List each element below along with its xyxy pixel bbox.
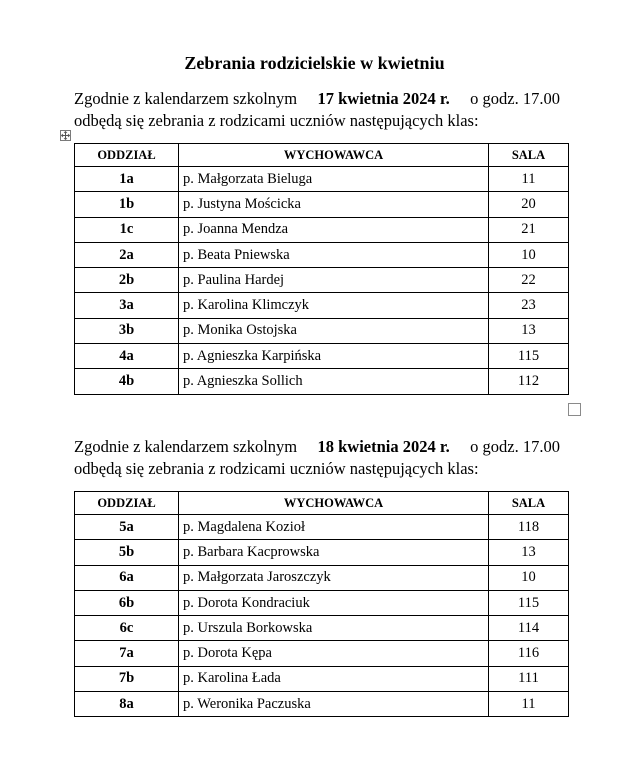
cell-wychowawca: p. Karolina Klimczyk (179, 293, 489, 318)
cell-wychowawca: p. Urszula Borkowska (179, 616, 489, 641)
table-row (75, 293, 569, 318)
cell-oddzial: 8a (75, 692, 179, 717)
table-header-row (75, 144, 569, 167)
cell-oddzial: 2b (75, 268, 179, 293)
table-row (75, 692, 569, 717)
header-wychowawca: WYCHOWAWCA (179, 492, 489, 515)
cell-wychowawca: p. Magdalena Kozioł (179, 515, 489, 540)
cell-oddzial: 6a (75, 565, 179, 590)
cell-wychowawca: p. Dorota Kondraciuk (179, 590, 489, 615)
cell-oddzial: 1a (75, 167, 179, 192)
classes-table-2 (74, 491, 569, 717)
section-intro-2 (74, 436, 560, 480)
header-wychowawca: WYCHOWAWCA (179, 144, 489, 167)
cell-sala: 11 (489, 692, 569, 717)
table-row (75, 540, 569, 565)
table-header-row (75, 492, 569, 515)
table-row (75, 641, 569, 666)
intro-line-1 (74, 88, 560, 110)
table-row (75, 616, 569, 641)
cell-sala: 115 (489, 590, 569, 615)
cell-sala: 115 (489, 344, 569, 369)
cell-oddzial: 4a (75, 344, 179, 369)
table-row (75, 268, 569, 293)
cell-sala: 13 (489, 540, 569, 565)
cell-sala: 10 (489, 242, 569, 267)
cell-sala: 23 (489, 293, 569, 318)
intro-line-2: odbędą się zebrania z rodzicami uczniów następujących klas: (74, 111, 479, 130)
cell-sala: 20 (489, 192, 569, 217)
intro-prefix: Zgodnie z kalendarzem szkolnym (74, 437, 298, 456)
table-row (75, 344, 569, 369)
intro-date: 18 kwietnia 2024 r. (317, 437, 450, 456)
section-intro-1 (74, 88, 560, 132)
table-row (75, 217, 569, 242)
table-row (75, 565, 569, 590)
cell-wychowawca: p. Małgorzata Bieluga (179, 167, 489, 192)
table-row (75, 192, 569, 217)
cell-sala: 114 (489, 616, 569, 641)
table-row (75, 369, 569, 394)
cell-wychowawca: p. Małgorzata Jaroszczyk (179, 565, 489, 590)
table-row (75, 167, 569, 192)
cell-wychowawca: p. Joanna Mendza (179, 217, 489, 242)
intro-suffix: o godz. 17.00 (470, 89, 560, 108)
cell-oddzial: 3b (75, 318, 179, 343)
cell-sala: 116 (489, 641, 569, 666)
intro-prefix: Zgodnie z kalendarzem szkolnym (74, 89, 298, 108)
header-oddzial: ODDZIAŁ (75, 144, 179, 167)
cell-wychowawca: p. Monika Ostojska (179, 318, 489, 343)
cell-oddzial: 5a (75, 515, 179, 540)
intro-date: 17 kwietnia 2024 r. (317, 89, 450, 108)
cell-sala: 21 (489, 217, 569, 242)
cell-oddzial: 7b (75, 666, 179, 691)
cell-oddzial: 6b (75, 590, 179, 615)
intro-suffix: o godz. 17.00 (470, 437, 560, 456)
cell-sala: 13 (489, 318, 569, 343)
table-row (75, 318, 569, 343)
cell-sala: 10 (489, 565, 569, 590)
table-row (75, 590, 569, 615)
cell-wychowawca: p. Karolina Łada (179, 666, 489, 691)
table-row (75, 515, 569, 540)
cell-oddzial: 1c (75, 217, 179, 242)
cell-sala: 118 (489, 515, 569, 540)
cell-wychowawca: p. Beata Pniewska (179, 242, 489, 267)
cell-oddzial: 2a (75, 242, 179, 267)
cell-oddzial: 3a (75, 293, 179, 318)
cell-sala: 111 (489, 666, 569, 691)
cell-wychowawca: p. Justyna Mościcka (179, 192, 489, 217)
classes-table-1 (74, 143, 569, 395)
cell-wychowawca: p. Agnieszka Sollich (179, 369, 489, 394)
cell-oddzial: 4b (75, 369, 179, 394)
cell-sala: 11 (489, 167, 569, 192)
cell-oddzial: 1b (75, 192, 179, 217)
cell-wychowawca: p. Dorota Kępa (179, 641, 489, 666)
header-sala: SALA (489, 492, 569, 515)
intro-line-1 (74, 436, 560, 458)
header-oddzial: ODDZIAŁ (75, 492, 179, 515)
table-row (75, 666, 569, 691)
cell-wychowawca: p. Paulina Hardej (179, 268, 489, 293)
cell-wychowawca: p. Agnieszka Karpińska (179, 344, 489, 369)
header-sala: SALA (489, 144, 569, 167)
cell-sala: 112 (489, 369, 569, 394)
resize-square-icon[interactable] (568, 403, 581, 416)
cell-wychowawca: p. Barbara Kacprowska (179, 540, 489, 565)
cell-oddzial: 7a (75, 641, 179, 666)
page-title: Zebrania rodzicielskie w kwietniu (184, 53, 445, 73)
cell-oddzial: 5b (75, 540, 179, 565)
cell-sala: 22 (489, 268, 569, 293)
cell-wychowawca: p. Weronika Paczuska (179, 692, 489, 717)
table-row (75, 242, 569, 267)
move-arrows-icon[interactable] (60, 130, 71, 141)
cell-oddzial: 6c (75, 616, 179, 641)
intro-line-2: odbędą się zebrania z rodzicami uczniów następujących klas: (74, 459, 479, 478)
